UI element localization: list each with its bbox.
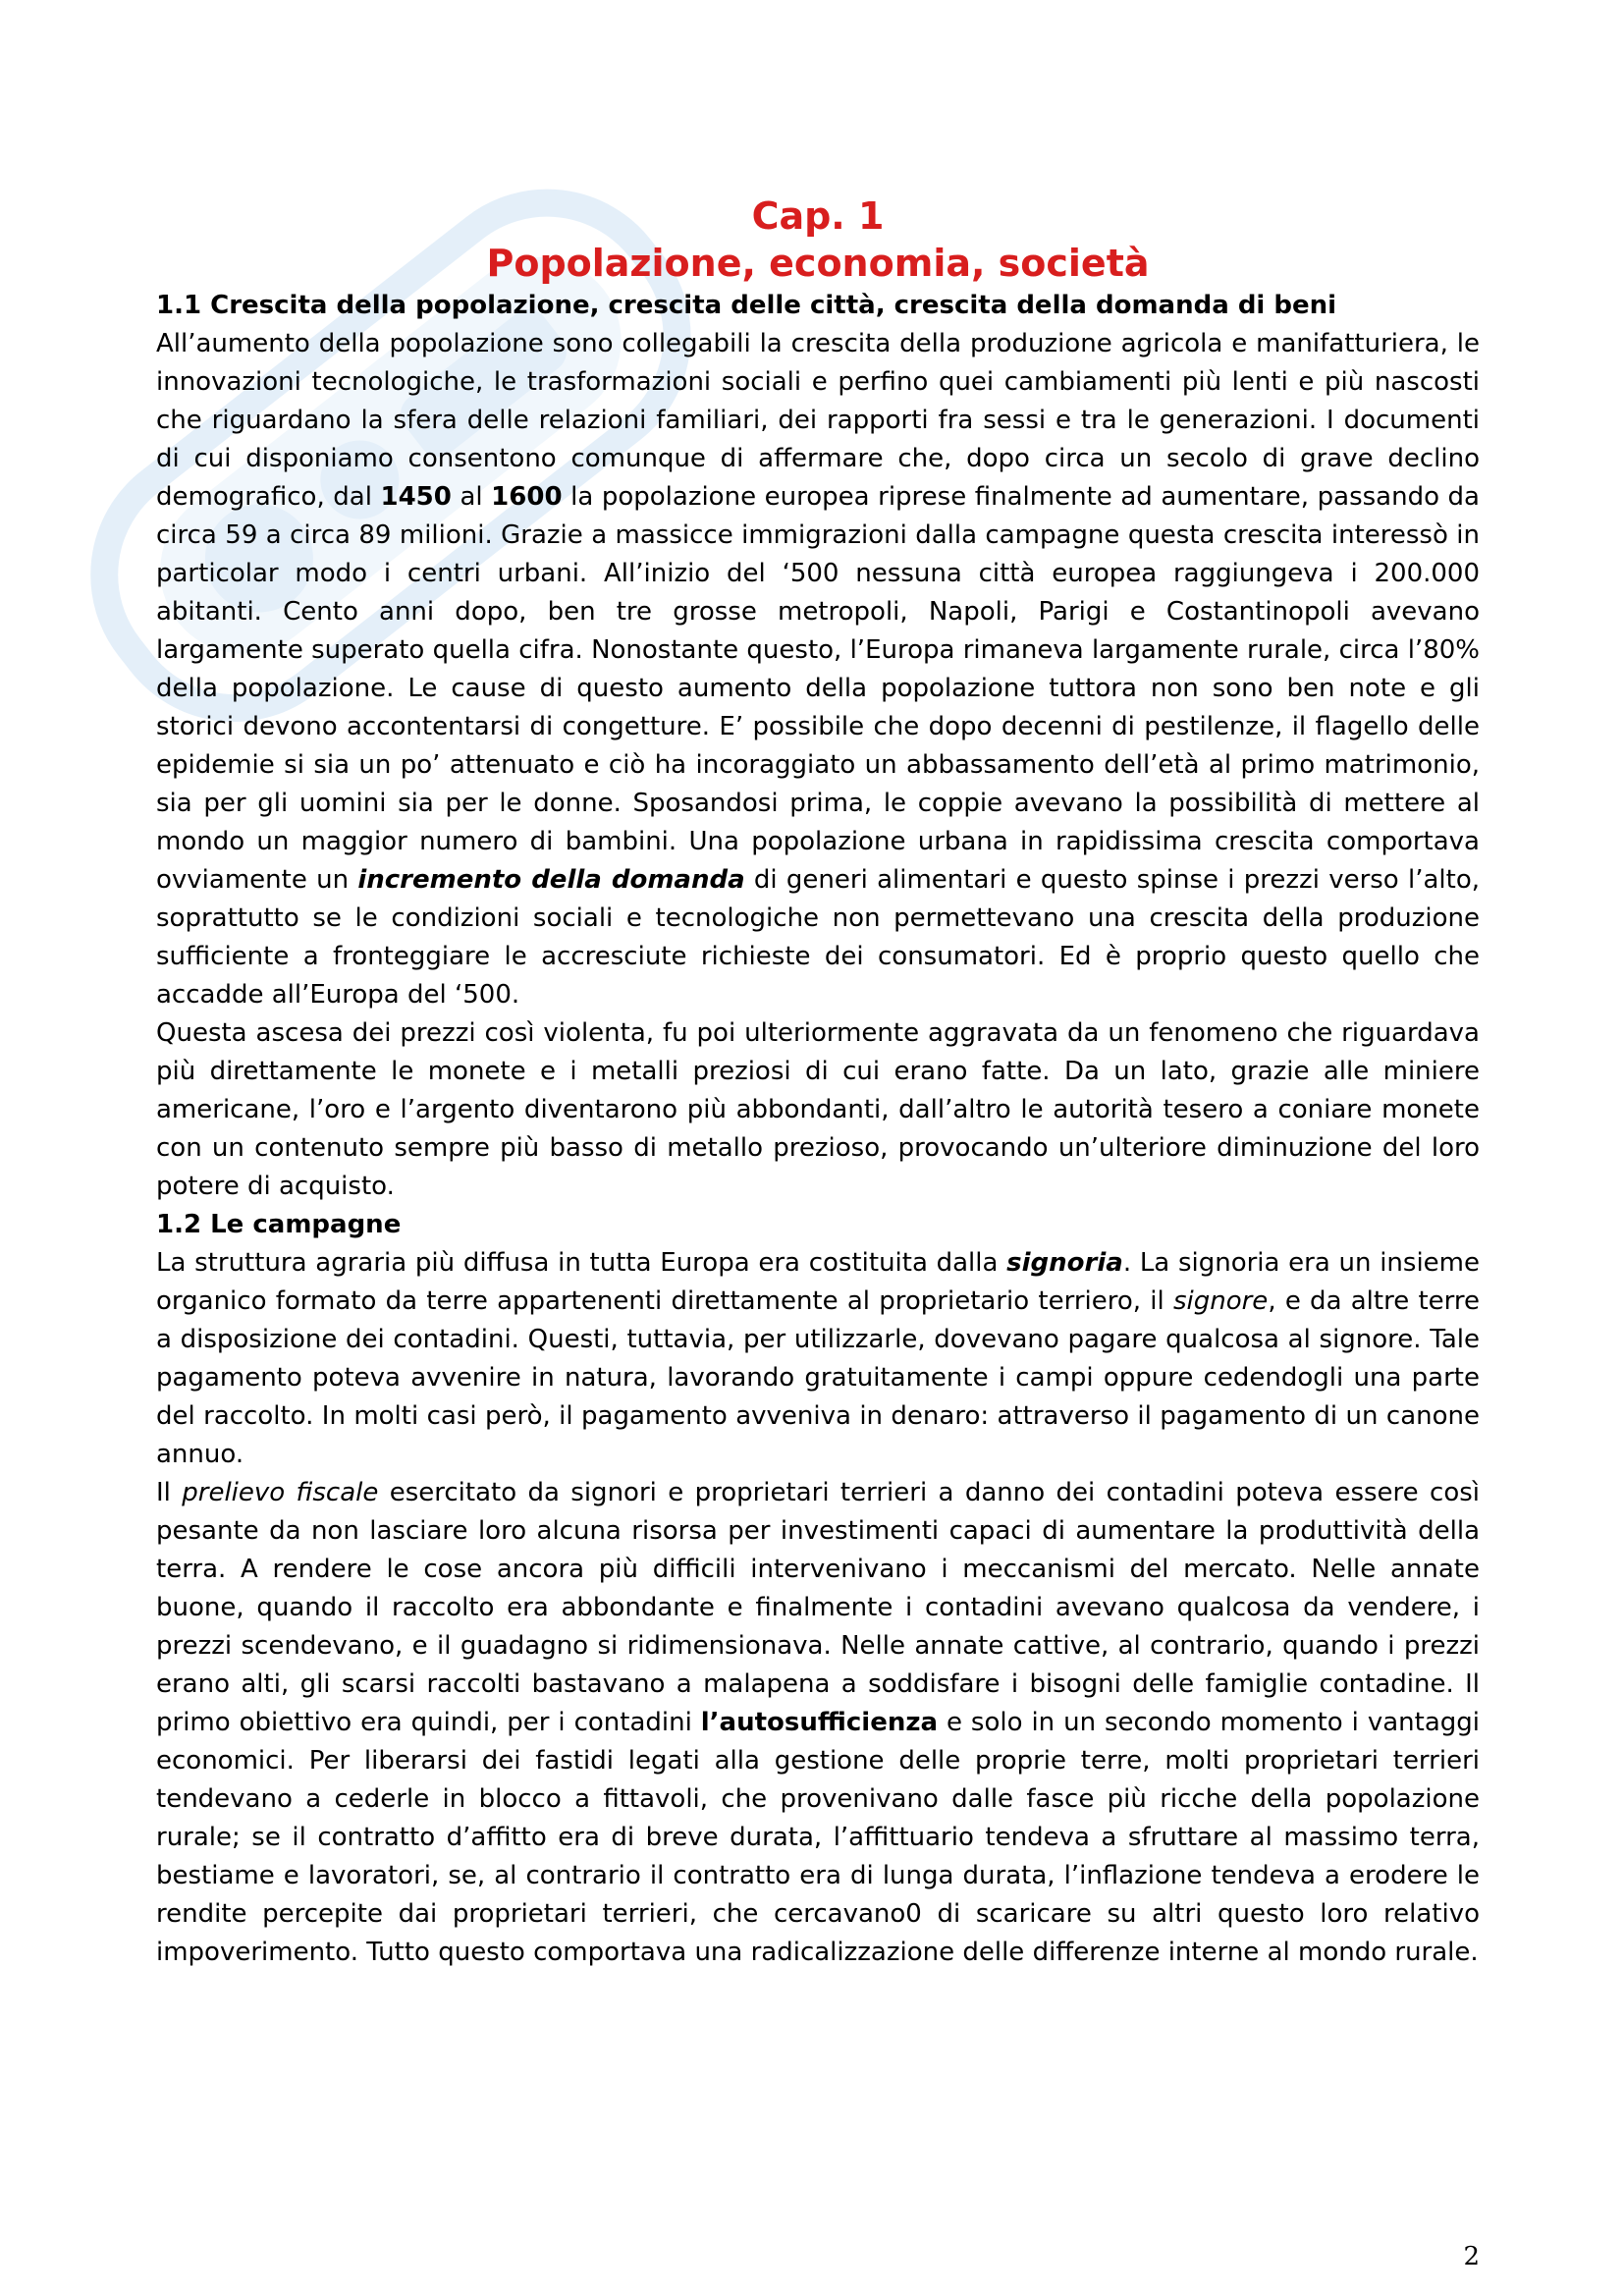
paragraph-prices: Questa ascesa dei prezzi così violenta, fu poi ulteriormente aggravata da un fenomeno che riguardava più direttamente le monete e i metalli preziosi di cui erano fatte. Da un lato, grazie alle miniere americane, l’oro e l’argento diventarono più abbondanti, dall’altro le autorità tesero a coniare monete con un contenuto sempre più basso di metallo prezioso, provocando un’ulteriore diminuzione del loro potere di acquisto. xyxy=(156,1018,1480,1201)
paragraph-population: All’aumento della popolazione sono collegabili la crescita della produzione agricola e manifatturiera, le innovazioni tecnologiche, le trasformazioni sociali e perfino quei cambiamenti più lenti e più nascosti che riguardano la sfera delle relazioni familiari, dei rapporti fra sessi e tra le generazioni. I documenti di cui disponiamo consentono comunque di affermare che, dopo circa un secolo di grave declino demografico, dal 1450 al 1600 la popolazione europea riprese finalmente ad aumentare, passando da circa 59 a circa 89 milioni. Grazie a massicce immigrazioni dalla campagne questa crescita interessò in particolar modo i centri urbani. All’inizio del ‘500 nessuna città europea raggiungeva i 200.000 abitanti. Cento anni dopo, ben tre grosse metropoli, Napoli, Parigi e Costantinopoli avevano largamente superato quella cifra. Nonostante questo, l’Europa rimaneva largamente rurale, circa l’80% della popolazione. Le cause di questo aumento della popolazione tuttora non sono ben note e gli storici devono accontentarsi di congetture. E’ possibile che dopo decenni di pestilenze, il flagello delle epidemie si sia un po’ attenuato e ciò ha incoraggiato un abbassamento dell’età al primo matrimonio, sia per gli uomini sia per le donne. Sposandosi prima, le coppie avevano la possibilità di mettere al mondo un maggior numero di bambini. Una popolazione urbana in rapidissima crescita comportava ovviamente un incremento della domanda di generi alimentari e questo spinse i prezzi verso l’alto, soprattutto se le condizioni sociali e tecnologiche non permettevano una crescita della produzione sufficiente a fronteggiare le accresciute richieste dei consumatori. Ed è proprio questo quello che accadde all’Europa del ‘500. xyxy=(156,329,1480,1010)
section-heading-1-2: 1.2 Le campagne xyxy=(156,1210,402,1239)
paragraph-signoria: La struttura agraria più diffusa in tutta Europa era costituita dalla signoria. La signoria era un insieme organico formato da terre appartenenti direttamente al proprietario terriero, il signore, e da altre terre a disposizione dei contadini. Questi, tuttavia, per utilizzarle, dovevano pagare qualcosa al signore. Tale pagamento poteva avvenire in natura, lavorando gratuitamente i campi oppure cedendogli una parte del raccolto. In molti casi però, il pagamento avveniva in denaro: attraverso il pagamento di un canone annuo. xyxy=(156,1248,1480,1469)
chapter-title: Cap. 1 xyxy=(751,194,885,238)
document-page xyxy=(156,192,1480,1972)
paragraph-fiscal: Il prelievo fiscale esercitato da signori e proprietari terrieri a danno dei contadini poteva essere così pesante da non lasciare loro alcuna risorsa per investimenti capaci di aumentare la produttività della terra. A rendere le cose ancora più difficili intervenivano i meccanismi del mercato. Nelle annate buone, quando il raccolto era abbondante e finalmente i contadini avevano qualcosa da vendere, i prezzi scendevano, e il guadagno si ridimensionava. Nelle annate cattive, al contrario, quando i prezzi erano alti, gli scarsi raccolti bastavano a malapena a soddisfare i bisogni delle famiglie contadine. Il primo obiettivo era quindi, per i contadini l’autosufficienza e solo in un secondo momento i vantaggi economici. Per liberarsi dei fastidi legati alla gestione delle proprie terre, molti proprietari terrieri tendevano a cederle in blocco a fittavoli, che provenivano dalle fasce più ricche della popolazione rurale; se il contratto d’affitto era di breve durata, l’affittuario tendeva a sfruttare al massimo terra, bestiame e lavoratori, se, al contrario il contratto era di lunga durata, l’inflazione tendeva a erodere le rendite percepite dai proprietari terrieri, che cercavano0 di scaricare su altri questo loro relativo impoverimento. Tutto questo comportava una radicalizzazione delle differenze interne al mondo rurale. xyxy=(156,1478,1481,1967)
page-number: 2 xyxy=(1463,2242,1480,2271)
chapter-subtitle: Popolazione, economia, società xyxy=(486,242,1150,285)
section-heading-1-1: 1.1 Crescita della popolazione, crescita delle città, crescita della domanda di beni xyxy=(156,291,1337,320)
